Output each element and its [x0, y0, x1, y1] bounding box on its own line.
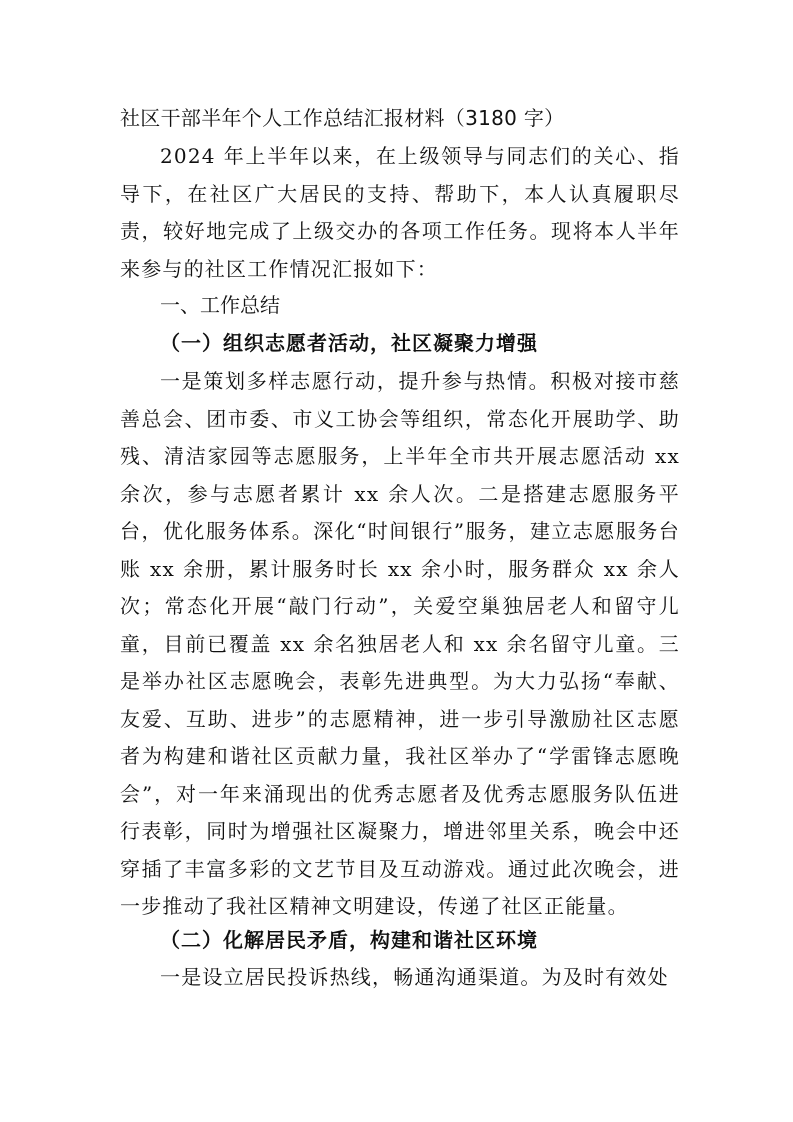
- subsection-heading-volunteer-activities: （一）组织志愿者活动，社区凝聚力增强: [160, 331, 538, 355]
- subsection-heading-resident-conflicts: （二）化解居民矛盾，构建和谐社区环境: [160, 928, 538, 952]
- section-heading-work-summary: 一、工作总结: [160, 293, 280, 317]
- volunteer-activities-paragraph: 一是策划多样志愿行动，提升参与热情。积极对接市慈善总会、团市委、市义工协会等组织，常态化开展助学、助残、清洁家园等志愿服务，上半年全市共开展志愿活动 xx 余次，参与志愿者累计 xx 余人次。二是搭建志愿服务平台，优化服务体系。深化“时间银行”服务，建立志愿服务台账 xx 余册，累计服务时长 xx 余小时，服务群众 xx 余人次；常态化开展“敲门行动”，关爱空巢独居老人和留守儿童，目前已覆盖 xx 余名独居老人和 xx 余名留守儿童。三是举办社区志愿晚会，表彰先进典型。为大力弘扬“奉献、友爱、互助、进步”的志愿精神，进一步引导激励社区志愿者为构建和谐社区贡献力量，我社区举办了“学雷锋志愿晚会”，对一年来涌现出的优秀志愿者及优秀志愿服务队伍进行表彰，同时为增强社区凝聚力，增进邻里关系，晚会中还穿插了丰富多彩的文艺节目及互动游戏。通过此次晚会，进一步推动了我社区精神文明建设，传递了社区正能量。: [120, 369, 680, 918]
- resident-conflicts-paragraph: 一是设立居民投诉热线，畅通沟通渠道。为及时有效处: [160, 965, 669, 989]
- intro-paragraph: 2024 年上半年以来，在上级领导与同志们的关心、指导下，在社区广大居民的支持、帮助下，本人认真履职尽责，较好地完成了上级交办的各项工作任务。现将本人半年来参与的社区工作情况汇报如下：: [120, 144, 680, 281]
- document-title: 社区干部半年个人工作总结汇报材料（3180 字）: [120, 106, 565, 130]
